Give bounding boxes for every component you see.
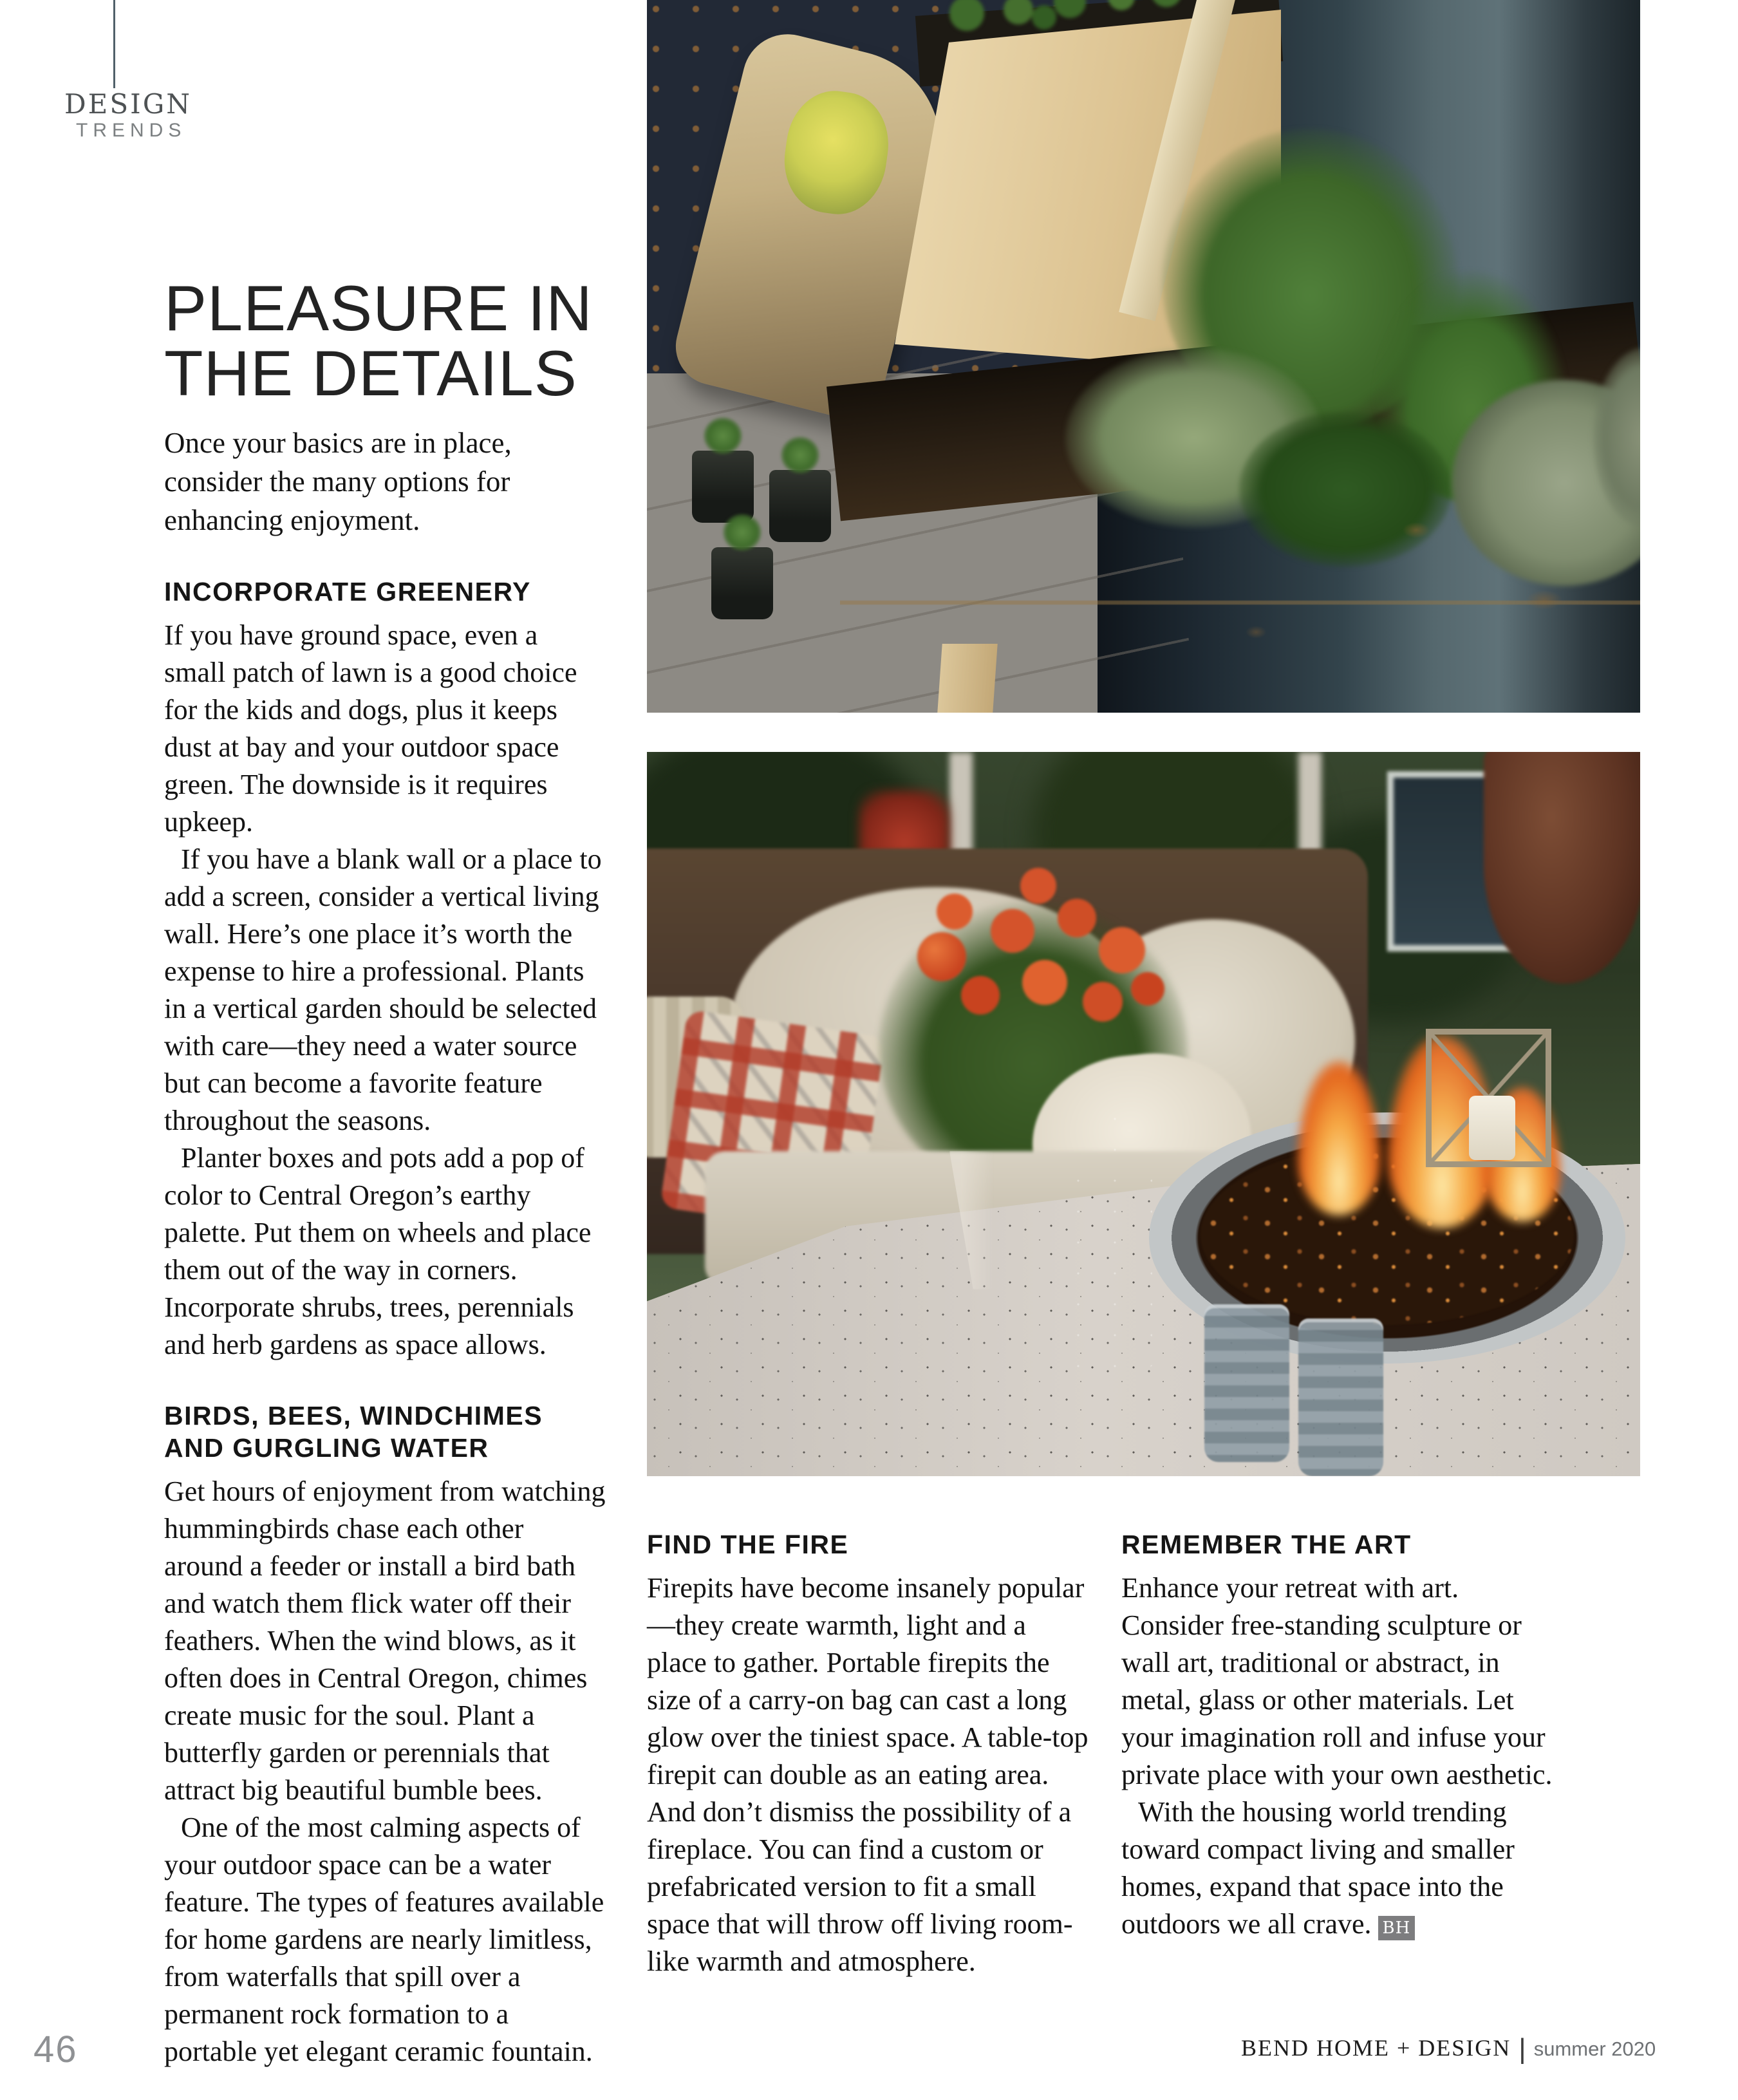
- paragraph: If you have a blank wall or a place to add a screen, consider a vertical living wall. Here’s one place it’s worth the expense to hire a professional. Plants in a vertical garden should be selected with care—they need a water source but can become a favorite feature throughout the seasons.: [164, 843, 602, 1136]
- end-mark-logo: BH: [1378, 1916, 1416, 1940]
- masthead-category: DESIGN: [64, 88, 192, 120]
- magazine-title: BEND HOME + DESIGN: [1241, 2035, 1511, 2061]
- nursery-pot: [769, 470, 831, 542]
- paragraph: Firepits have become insanely popular—they create warmth, light and a place to gather. Portable firepits the size of a carry-on bag can cast a long glow over the tiniest space. A table-top firepit can double as an eating area. And don’t dismiss the possibility of a fireplace. You can find a custom or prefabricated version to fit a small space that will throw off living room-like warmth and atmosphere.: [647, 1572, 1089, 1977]
- column-find-the-fire: [647, 1528, 1089, 1980]
- section-heading-greenery: INCORPORATE GREENERY: [164, 577, 531, 606]
- article-intro: Once your basics are in place, consider the many options for enhancing enjoyment.: [164, 427, 512, 536]
- page-number: 46: [33, 2029, 78, 2070]
- candle: [1469, 1096, 1515, 1160]
- column-remember-the-art: [1121, 1528, 1567, 1943]
- footer-separator: |: [1518, 2033, 1526, 2065]
- photo-planter-boxes: [647, 0, 1640, 713]
- article-title-line2: THE DETAILS: [164, 337, 577, 409]
- ribbed-glass: [1298, 1318, 1383, 1476]
- article-title-line1: PLEASURE IN: [164, 272, 593, 344]
- paragraph-text: With the housing world trending toward compact living and smaller homes, expand that space into the outdoors we all crave.: [1121, 1796, 1515, 1940]
- nursery-pot-leaf: [723, 514, 762, 551]
- masthead-rule: [113, 0, 115, 88]
- ribbed-glass: [1204, 1304, 1289, 1462]
- section-heading-fire: FIND THE FIRE: [647, 1530, 849, 1559]
- nursery-pot-leaf: [781, 436, 819, 474]
- nursery-pot: [711, 547, 773, 619]
- nursery-pot-leaf: [704, 417, 742, 455]
- section-heading-art: REMEMBER THE ART: [1121, 1530, 1412, 1559]
- candle-lantern: [1426, 1029, 1551, 1167]
- issue-label: summer 2020: [1533, 2038, 1656, 2060]
- paragraph: One of the most calming aspects of your outdoor space can be a water feature. The types of features available for home gardens are nearly limitless, from waterfalls that spill over a permanent rock formation to a portable yet elegant ceramic fountain.: [164, 1812, 604, 2067]
- rusty-urn: [1484, 752, 1640, 984]
- nursery-pot: [692, 451, 754, 523]
- paragraph: Enhance your retreat with art. Consider free-standing sculpture or wall art, traditional or abstract, in metal, glass or other materials. Let your imagination roll and infuse your private place with your own aesthetic.: [1121, 1572, 1553, 1790]
- soil-bag-label: [778, 85, 895, 221]
- paragraph: [1121, 1794, 1567, 1943]
- orange-mum-flowers: [917, 932, 966, 981]
- paragraph: If you have ground space, even a small patch of lawn is a good choice for the kids and dogs, plus it keeps dust at bay and your outdoor space green. The downside is it requires upkeep.: [164, 619, 577, 838]
- article-title: [164, 272, 606, 409]
- masthead-subcategory: TRENDS: [76, 120, 187, 141]
- article-left-column: [164, 272, 606, 2070]
- paragraph: Get hours of enjoyment from watching hummingbirds chase each other around a feeder or install a bird bath and watch them flick water off their feathers. When the wind blows, as it often does in Central Oregon, chimes create music for the soul. Plant a butterfly garden or perennials that attract big beautiful bumble bees.: [164, 1476, 606, 1806]
- photo-patio-firepit: [647, 752, 1640, 1476]
- footer-magazine-line: [1241, 2033, 1656, 2065]
- section-heading-birds-water: BIRDS, BEES, WINDCHIMES AND GURGLING WATER: [164, 1401, 543, 1463]
- paragraph: Planter boxes and pots add a pop of color to Central Oregon’s earthy palette. Put them on wheels and place them out of the way in corners. Incorporate shrubs, trees, perennials and herb gardens as space allows.: [164, 1142, 592, 1360]
